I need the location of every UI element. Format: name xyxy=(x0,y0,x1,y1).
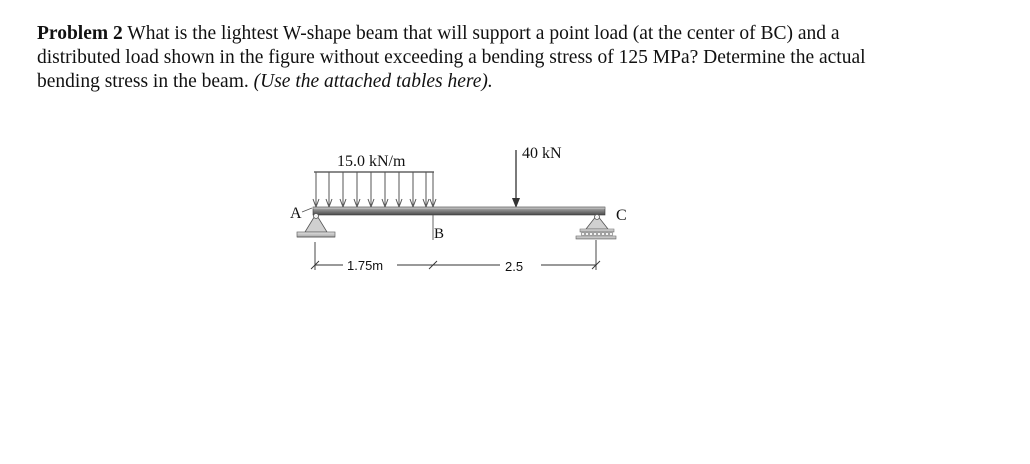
pin-support-a xyxy=(297,214,335,238)
point-load xyxy=(512,145,562,208)
problem-text: What is the lightest W-shape beam that will support a point load (at the center of BC) and a distributed load shown in the figure without exceeding a bending stress of 125 MPa? Determine the actual bending stress in the beam. xyxy=(37,23,866,92)
point-a-label: A xyxy=(290,205,302,222)
problem-note: (Use the attached tables here). xyxy=(253,71,493,92)
point-c-label: C xyxy=(616,207,627,224)
problem-label: Problem 2 xyxy=(37,23,123,44)
point-load-label: 40 kN xyxy=(522,145,562,162)
distributed-load-label: 15.0 kN/m xyxy=(337,153,406,170)
point-b-label: B xyxy=(434,226,445,242)
dimension-bc: 2.5 xyxy=(505,259,524,274)
distributed-load xyxy=(313,153,436,207)
roller-support-c xyxy=(576,215,616,240)
dimension-ab: 1.75m xyxy=(347,258,384,273)
